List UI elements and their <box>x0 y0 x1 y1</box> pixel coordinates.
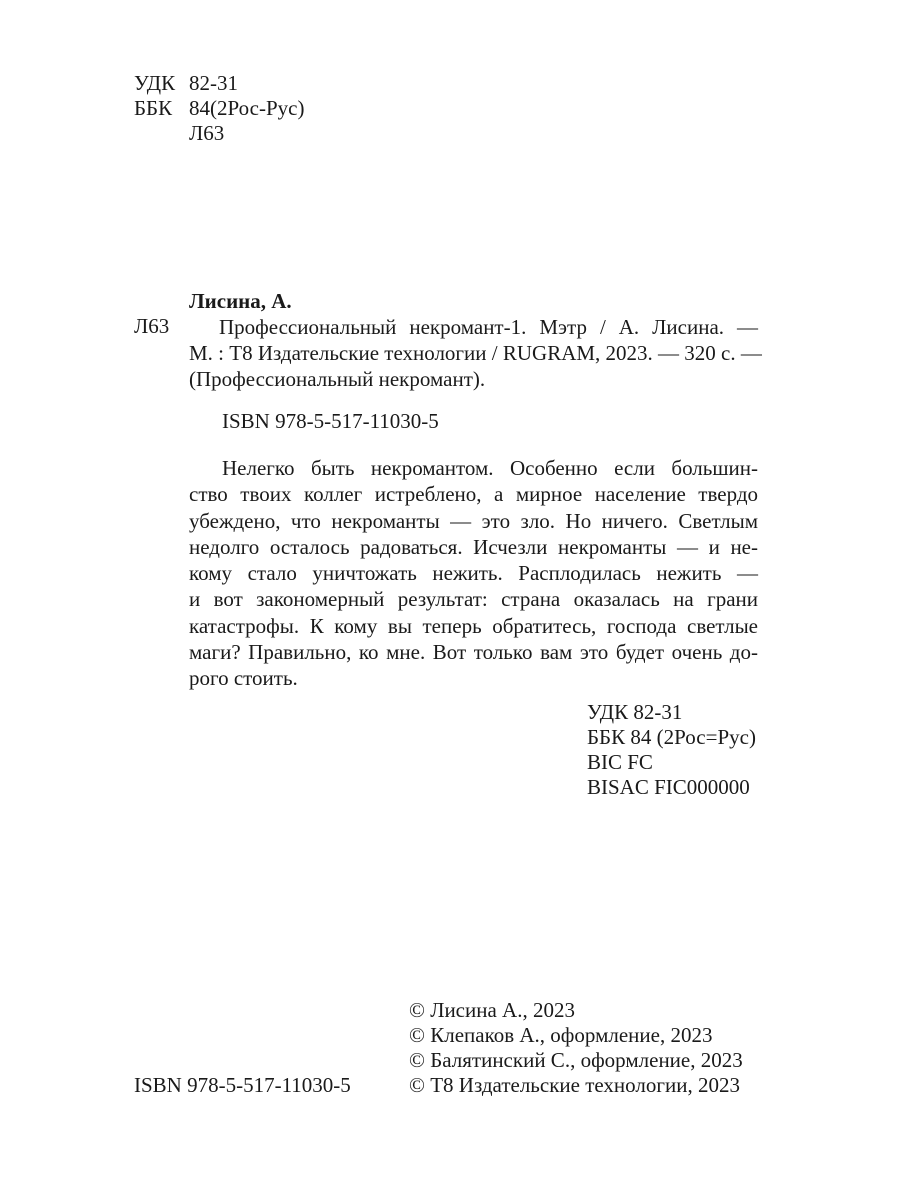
bib-line: Профессиональный некромант-1. Мэтр / А. Лисина. — <box>219 315 758 339</box>
classification-bic: BIC FC <box>587 750 653 774</box>
isbn-bottom: ISBN 978-5-517-11030-5 <box>134 1073 351 1097</box>
annotation <box>189 455 758 692</box>
annotation-line: убеждено, что некроманты — это зло. Но ничего. Светлым <box>189 508 758 533</box>
isbn-entry: ISBN 978-5-517-11030-5 <box>222 409 439 433</box>
bib-line: (Профессиональный некромант). <box>189 367 486 391</box>
udk-value: 82-31 <box>189 71 238 95</box>
classification-bisac: BISAC FIC000000 <box>587 775 750 799</box>
annotation-line: катастрофы. К кому вы теперь обратитесь, господа светлые <box>189 613 758 638</box>
bbk-label: ББК <box>134 96 173 120</box>
classification-udk: УДК 82-31 <box>587 700 683 724</box>
author-mark-top: Л63 <box>189 121 225 145</box>
copyright-line: © Клепаков А., оформление, 2023 <box>409 1023 713 1047</box>
annotation-line: рого стоить. <box>189 666 298 691</box>
copyright-line: © Т8 Издательские технологии, 2023 <box>409 1073 740 1097</box>
classification-bbk: ББК 84 (2Рос=Рус) <box>587 725 756 749</box>
bib-line: М. : Т8 Издательские технологии / RUGRAM, 2023. — 320 с. — <box>189 341 762 365</box>
bbk-value: 84(2Рос-Рус) <box>189 96 305 120</box>
annotation-line: Нелегко быть некромантом. Особенно если большин- <box>222 456 758 480</box>
udk-label: УДК <box>134 71 176 95</box>
copyright-line: © Лисина А., 2023 <box>409 998 575 1022</box>
annotation-line: недолго осталось радоваться. Исчезли некроманты — и не- <box>189 534 758 559</box>
annotation-line: кому стало уничтожать нежить. Расплодилась нежить — <box>189 561 758 586</box>
author-name: Лисина, А. <box>189 289 292 313</box>
author-mark: Л63 <box>134 314 170 338</box>
copyright-line: © Балятинский С., оформление, 2023 <box>409 1048 743 1072</box>
annotation-line: и вот закономерный результат: страна оказалась на грани <box>189 587 758 612</box>
annotation-line: ство твоих коллег истреблено, а мирное население твердо <box>189 482 758 507</box>
bibliographic-description <box>189 314 762 392</box>
annotation-line: маги? Правильно, ко мне. Вот только вам это будет очень до- <box>189 640 758 665</box>
